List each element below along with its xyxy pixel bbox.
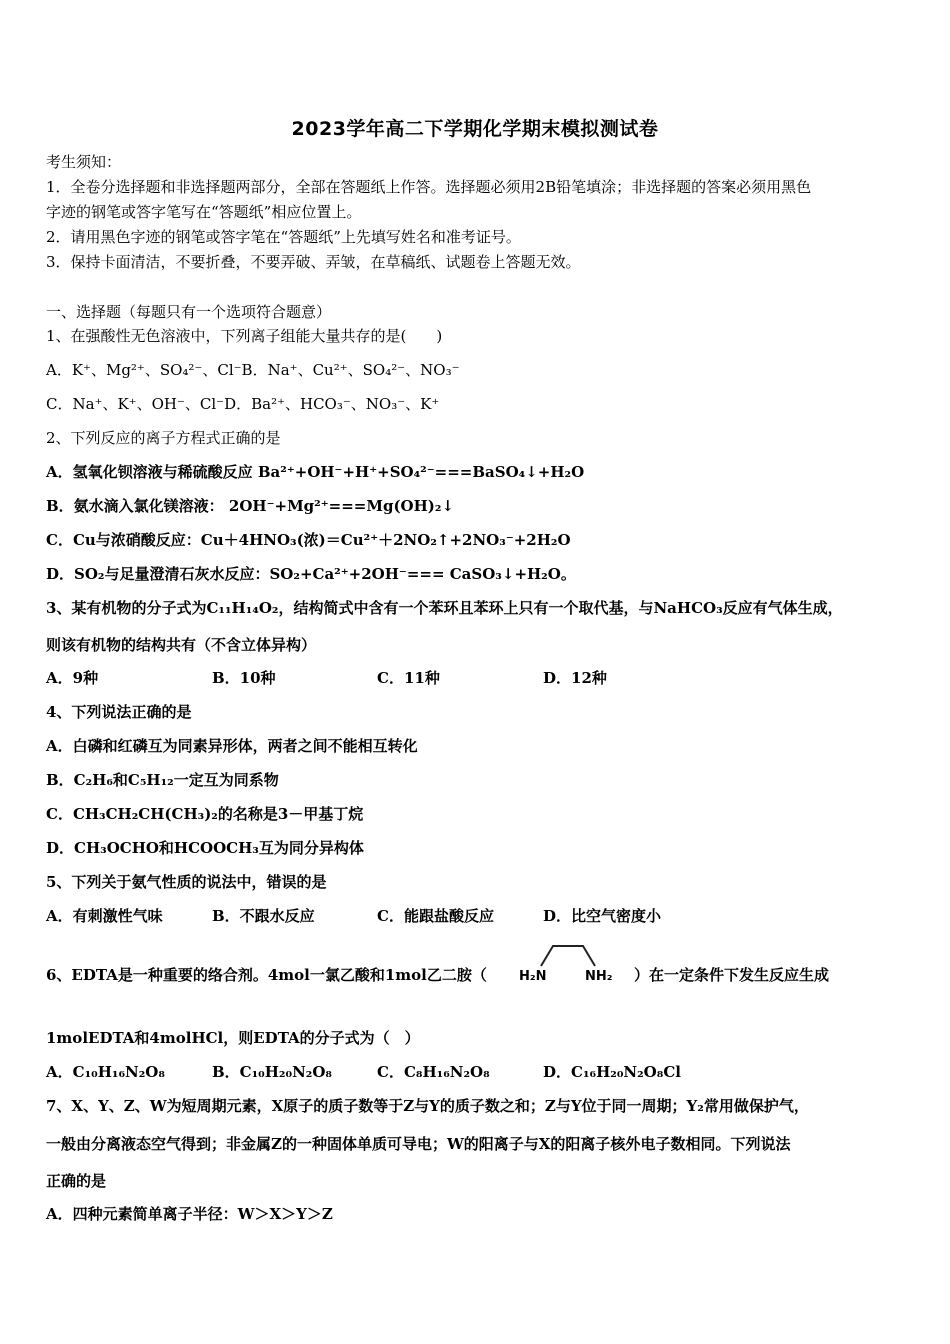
q6-stem-before: 6、EDTA是一种重要的络合剂。4mol一氯乙酸和1mol乙二胺（: [46, 966, 487, 984]
q6-stem-line-2: 1molEDTA和4molHCl，则EDTA的分子式为（ ）: [46, 1029, 420, 1047]
q5-option-a: A．有刺激性气味: [46, 907, 163, 925]
q7-option-a: A．四种元素简单离子半径：W＞X＞Y＞Z: [46, 1205, 333, 1223]
q3-stem-line-1: 3、某有机物的分子式为C₁₁H₁₄O₂，结构简式中含有一个苯环且苯环上只有一个取代基，与NaHCO₃反应有气体生成，: [46, 599, 843, 617]
q3-option-a: A．9种: [46, 669, 99, 687]
q2-stem: 2、下列反应的离子方程式正确的是: [46, 429, 281, 447]
ethylenediamine-structure: [513, 940, 633, 990]
q7-stem-line-3: 正确的是: [46, 1172, 107, 1190]
notice-line-3: 2．请用黑色字迹的钢笔或答字笔在“答题纸”上先填写姓名和准考证号。: [46, 228, 521, 246]
q1-options-ab: A．K⁺、Mg²⁺、SO₄²⁻、Cl⁻B．Na⁺、Cu²⁺、SO₄²⁻、NO₃⁻: [46, 361, 460, 379]
q6-option-b: B．C₁₀H₂₀N₂O₈: [212, 1063, 332, 1081]
q2-option-a: A．氢氧化钡溶液与稀硫酸反应 Ba²⁺+OH⁻+H⁺+SO₄²⁻===BaSO₄↓+H₂O: [46, 463, 585, 481]
amine-left-label: H₂N: [519, 969, 547, 984]
q4-option-b: B．C₂H₆和C₅H₁₂一定互为同系物: [46, 771, 279, 789]
q4-option-c: C．CH₃CH₂CH(CH₃)₂的名称是3－甲基丁烷: [46, 805, 364, 823]
q4-option-d: D．CH₃OCHO和HCOOCH₃互为同分异构体: [46, 839, 364, 857]
notice-heading: 考生须知：: [46, 153, 122, 171]
q5-stem: 5、下列关于氨气性质的说法中，错误的是: [46, 873, 327, 891]
q6-option-d: D．C₁₆H₂₀N₂O₈Cl: [543, 1063, 681, 1081]
q6-option-a: A．C₁₀H₁₆N₂O₈: [46, 1063, 165, 1081]
amine-right-label: NH₂: [585, 969, 613, 984]
q6-stem-after: ）在一定条件下发生反应生成: [634, 966, 830, 984]
carbon-chain-line: [541, 946, 595, 966]
ethylenediamine-svg: [513, 940, 633, 990]
q2-option-d: D．SO₂与足量澄清石灰水反应：SO₂+Ca²⁺+2OH⁻=== CaSO₃↓+H₂O。: [46, 565, 576, 583]
q1-options-cd: C．Na⁺、K⁺、OH⁻、Cl⁻D．Ba²⁺、HCO₃⁻、NO₃⁻、K⁺: [46, 395, 440, 413]
q1-stem: 1、在强酸性无色溶液中，下列离子组能大量共存的是( ): [46, 327, 443, 345]
notice-line-2: 字迹的钢笔或答字笔写在“答题纸”相应位置上。: [46, 203, 362, 221]
q2-option-b: B．氨水滴入氯化镁溶液： 2OH⁻+Mg²⁺===Mg(OH)₂↓: [46, 497, 455, 515]
q7-stem-line-1: 7、X、Y、Z、W为短周期元素，X原子的质子数等于Z与Y的质子数之和；Z与Y位于同一周期；Y₂常用做保护气，: [46, 1097, 809, 1115]
notice-line-4: 3．保持卡面清洁，不要折叠，不要弄破、弄皱，在草稿纸、试题卷上答题无效。: [46, 253, 581, 271]
q3-option-d: D．12种: [543, 669, 607, 687]
q3-option-c: C．11种: [377, 669, 440, 687]
notice-line-1: 1．全卷分选择题和非选择题两部分，全部在答题纸上作答。选择题必须用2B铅笔填涂；非选择题的答案必须用黑色: [46, 178, 812, 196]
q2-option-c: C．Cu与浓硝酸反应：Cu＋4HNO₃(浓)＝Cu²⁺＋2NO₂↑+2NO₃⁻+2H₂O: [46, 531, 571, 549]
section-heading: 一、选择题（每题只有一个选项符合题意）: [46, 303, 332, 321]
q5-option-d: D．比空气密度小: [543, 907, 662, 925]
q5-option-c: C．能跟盐酸反应: [377, 907, 494, 925]
q3-stem-line-2: 则该有机物的结构共有（不含立体异构）: [46, 636, 317, 654]
q4-stem: 4、下列说法正确的是: [46, 703, 192, 721]
page-title: 2023学年高二下学期化学期末模拟测试卷: [291, 118, 659, 140]
q3-option-b: B．10种: [212, 669, 276, 687]
q4-option-a: A．白磷和红磷互为同素异形体，两者之间不能相互转化: [46, 737, 418, 755]
q5-option-b: B．不跟水反应: [212, 907, 315, 925]
q7-stem-line-2: 一般由分离液态空气得到；非金属Z的一种固体单质可导电；W的阳离子与X的阳离子核外电子数相同。下列说法: [46, 1135, 791, 1153]
q6-option-c: C．C₈H₁₆N₂O₈: [377, 1063, 490, 1081]
